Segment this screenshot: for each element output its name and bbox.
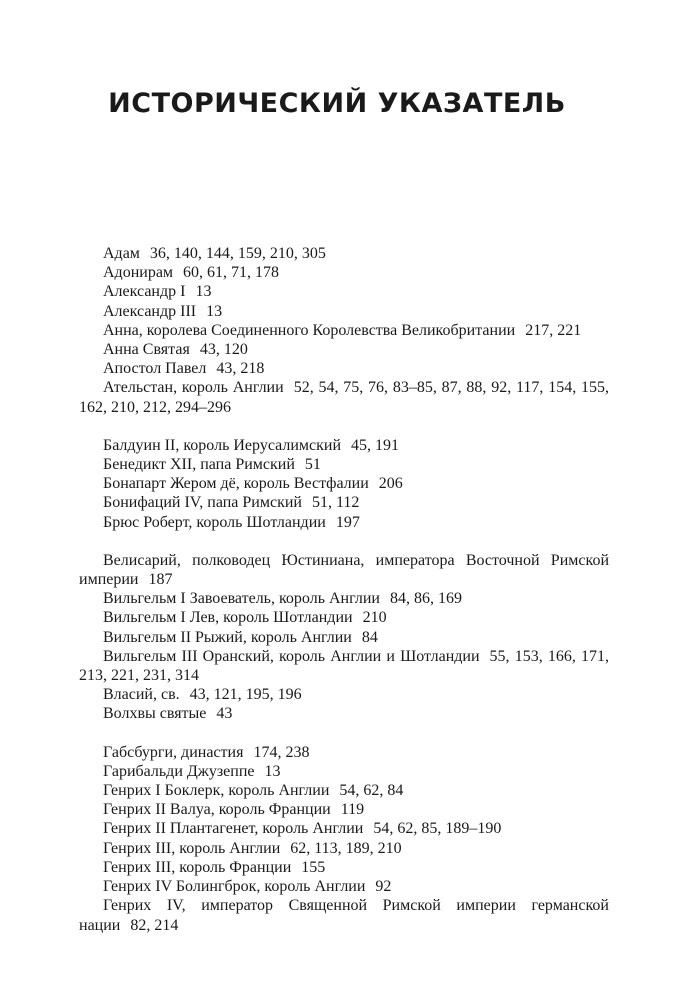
entry-pages: 92 bbox=[375, 878, 392, 896]
entry-pages: 60, 61, 71, 178 bbox=[183, 264, 280, 282]
entry-name: Генрих II Плантагенет, король Англии bbox=[103, 820, 364, 838]
index-entry bbox=[79, 321, 609, 340]
index-entry bbox=[79, 340, 609, 359]
entry-name: Ательстан, король Англии bbox=[103, 379, 284, 397]
entry-name: Генрих II Валуа, король Франции bbox=[103, 801, 331, 819]
index-entry bbox=[79, 263, 609, 282]
entry-pages: 51, 112 bbox=[312, 494, 360, 512]
entry-pages: 62, 113, 189, 210 bbox=[290, 839, 402, 857]
entry-pages: 13 bbox=[195, 283, 212, 301]
entry-pages: 36, 140, 144, 159, 210, 305 bbox=[149, 245, 326, 262]
entry-pages: 43, 121, 195, 196 bbox=[189, 686, 302, 704]
index-entry bbox=[79, 455, 609, 474]
entry-pages: 51 bbox=[304, 456, 321, 474]
entry-pages: 119 bbox=[340, 801, 365, 819]
index-group-a bbox=[79, 244, 609, 417]
index-entry bbox=[79, 781, 609, 800]
entry-pages: 197 bbox=[335, 513, 360, 531]
entry-name: Вильгельм III Оранский, король Англии и Шотландии bbox=[103, 647, 480, 665]
index-entry bbox=[79, 589, 609, 608]
entry-pages: 155 bbox=[301, 858, 326, 876]
page-title: ИСТОРИЧЕСКИЙ УКАЗАТЕЛЬ bbox=[108, 88, 566, 119]
entry-name: Гарибальди Джузеппе bbox=[103, 762, 255, 780]
entry-pages: 45, 191 bbox=[351, 436, 400, 454]
index-entry bbox=[79, 839, 609, 858]
index-entry bbox=[79, 896, 609, 934]
entry-name: Бонапарт Жером дё, король Вестфалии bbox=[103, 475, 369, 493]
index-entry bbox=[79, 877, 609, 896]
index-entry bbox=[79, 858, 609, 877]
index-entry bbox=[79, 800, 609, 819]
entry-pages: 54, 62, 85, 189–190 bbox=[373, 820, 502, 838]
index-entry bbox=[79, 551, 609, 589]
entry-pages: 84 bbox=[361, 628, 378, 646]
index-group-g bbox=[79, 743, 609, 935]
index-entry bbox=[79, 282, 609, 301]
entry-name: Вильгельм I Завоеватель, король Англии bbox=[103, 590, 380, 608]
entry-name: Генрих IV, император Священной Римской империи германской нации bbox=[79, 897, 609, 934]
index-group-b bbox=[79, 436, 609, 532]
entry-name: Генрих III, король Англии bbox=[103, 839, 281, 857]
entry-pages: 82, 214 bbox=[130, 916, 179, 934]
entry-name: Александр I bbox=[103, 283, 186, 301]
entry-pages: 43 bbox=[216, 705, 233, 723]
index-group-v bbox=[79, 551, 609, 724]
entry-name: Генрих III, король Франции bbox=[103, 858, 292, 876]
index-entry bbox=[79, 378, 609, 416]
index-entry bbox=[79, 493, 609, 512]
entry-pages: 187 bbox=[148, 571, 173, 589]
entry-pages: 43, 218 bbox=[216, 360, 265, 378]
entry-pages: 210 bbox=[362, 609, 387, 627]
index-entry bbox=[79, 513, 609, 532]
index-list bbox=[79, 244, 609, 954]
entry-name: Адонирам bbox=[103, 264, 174, 282]
index-entry bbox=[79, 704, 609, 723]
entry-name: Анна Святая bbox=[103, 341, 190, 359]
entry-pages: 206 bbox=[378, 475, 403, 493]
index-entry bbox=[79, 685, 609, 704]
entry-name: Анна, королева Соединенного Королевства Великобритании bbox=[103, 321, 516, 339]
index-entry bbox=[79, 608, 609, 627]
entry-pages: 55, 153, 166, 171, 213, 221, 231, 314 bbox=[79, 647, 609, 685]
entry-pages: 13 bbox=[264, 762, 281, 780]
index-entry bbox=[79, 647, 609, 685]
entry-name: Апостол Павел bbox=[103, 360, 207, 378]
index-entry bbox=[79, 762, 609, 781]
index-entry bbox=[79, 628, 609, 647]
entry-name: Генрих I Боклерк, король Англии bbox=[103, 782, 330, 800]
entry-name: Брюс Роберт, король Шотландии bbox=[103, 513, 326, 531]
index-entry bbox=[79, 819, 609, 838]
entry-name: Александр III bbox=[103, 302, 197, 320]
index-entry bbox=[79, 302, 609, 321]
entry-pages: 84, 86, 169 bbox=[389, 590, 462, 608]
index-entry bbox=[79, 436, 609, 455]
entry-name: Генрих IV Болингброк, король Англии bbox=[103, 878, 366, 896]
entry-pages: 43, 120 bbox=[199, 341, 248, 359]
entry-pages: 13 bbox=[206, 302, 223, 320]
index-entry bbox=[79, 244, 609, 263]
entry-name: Велисарий, полководец Юстиниана, императора Восточной Римской империи bbox=[79, 551, 609, 589]
entry-name: Адам bbox=[103, 245, 140, 262]
entry-name: Волхвы святые bbox=[103, 705, 207, 723]
entry-name: Бенедикт XII, папа Римский bbox=[103, 456, 295, 474]
entry-name: Балдуин II, король Иерусалимский bbox=[103, 436, 342, 454]
entry-name: Вильгельм I Лев, король Шотландии bbox=[103, 609, 353, 627]
entry-pages: 217, 221 bbox=[525, 321, 582, 339]
entry-pages: 174, 238 bbox=[253, 743, 310, 761]
entry-name: Власий, св. bbox=[103, 686, 180, 704]
entry-name: Бонифаций IV, папа Римский bbox=[103, 494, 302, 512]
entry-name: Вильгельм II Рыжий, король Англии bbox=[103, 628, 352, 646]
entry-pages: 54, 62, 84 bbox=[339, 782, 404, 800]
index-entry bbox=[79, 743, 609, 762]
entry-name: Габсбурги, династия bbox=[103, 743, 244, 761]
entry-pages: 52, 54, 75, 76, 83–85, 87, 88, 92, 117, 154, 155, 162, 210, 212, 294–296 bbox=[79, 379, 610, 416]
index-entry bbox=[79, 359, 609, 378]
index-entry bbox=[79, 474, 609, 493]
